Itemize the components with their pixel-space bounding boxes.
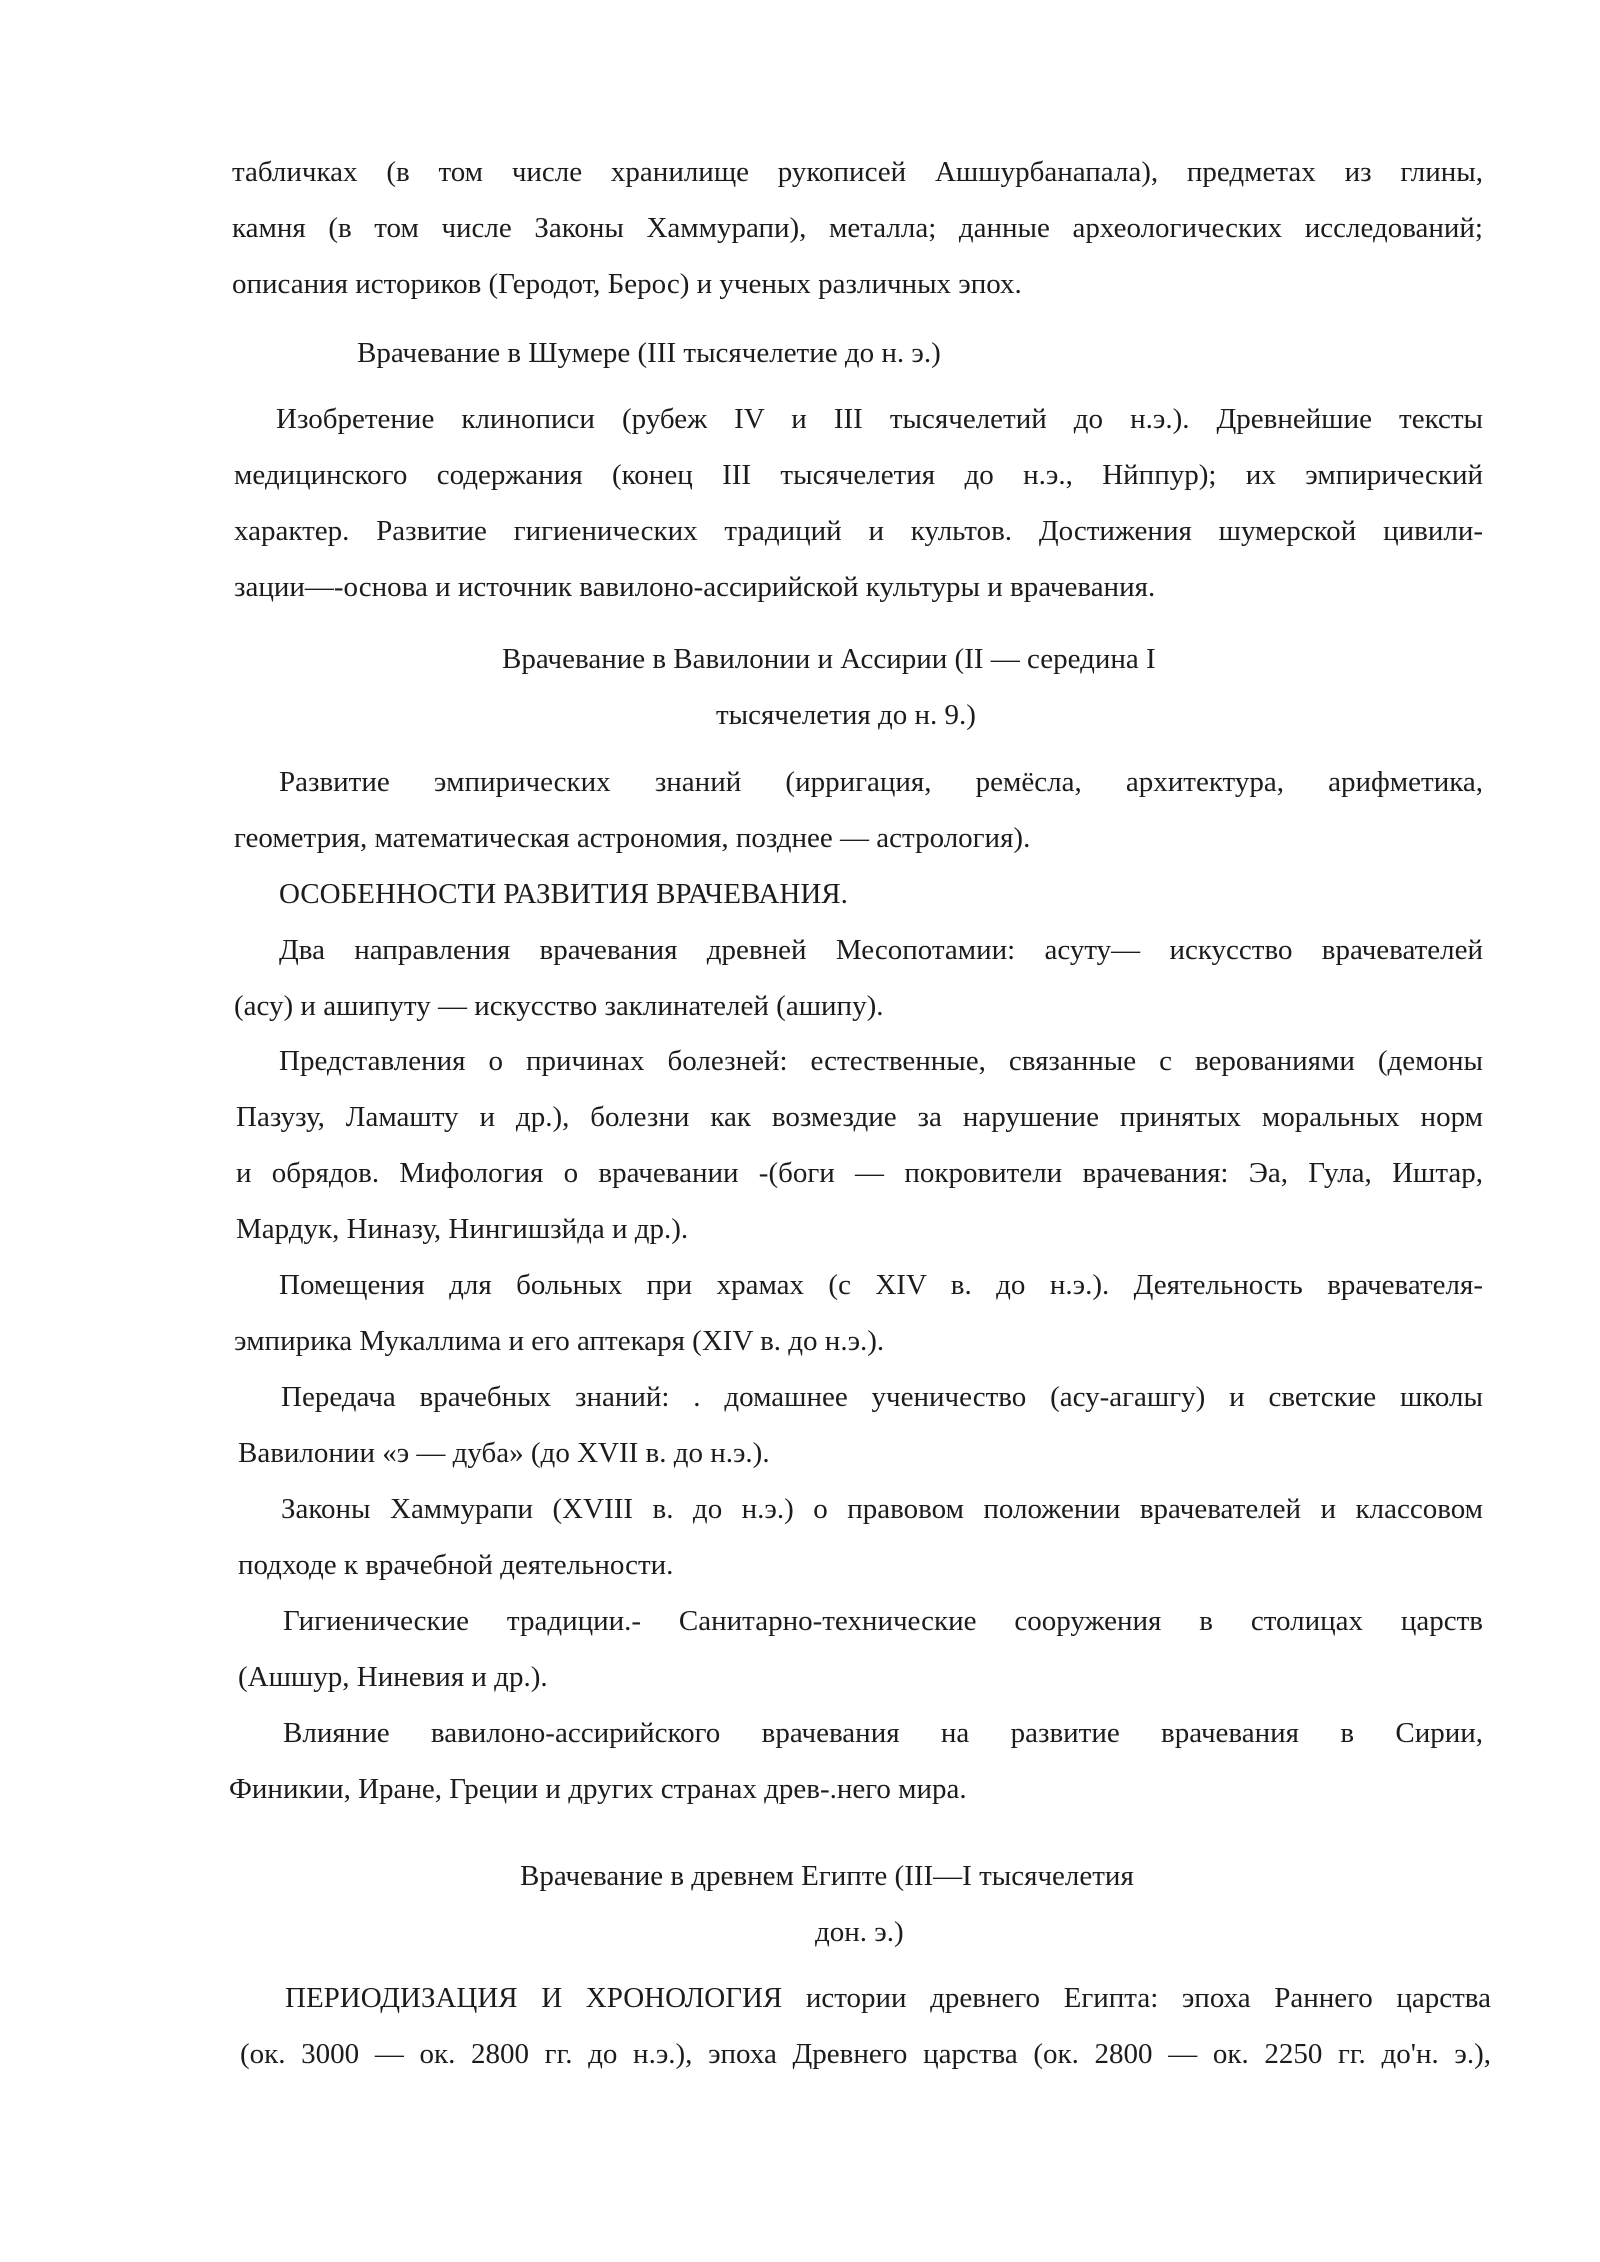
babylon-p3-line-3: и обрядов. Мифология о врачевании -(боги — покровители врачевания: Эа, Гула, Иштар, bbox=[236, 1157, 1483, 1189]
babylon-p6-line-1: Законы Хаммурапи (XVIII в. до н.э.) о правовом положении врачевателей и классовом bbox=[281, 1493, 1483, 1525]
babylon-p1-line-1: Развитие эмпирических знаний (ирригация, ремёсла, архитектура, арифметика, bbox=[279, 766, 1483, 798]
babylon-p2-line-2: (асу) и ашипуту — искусство заклинателей (ашипу). bbox=[234, 990, 884, 1022]
sumer-p1-line-4: зации—-основа и источник вавилоно-ассирийской культуры и врачевания. bbox=[234, 571, 1156, 603]
babylon-p6-line-2: подходе к врачебной деятельности. bbox=[238, 1549, 674, 1581]
sumer-p1-line-2: медицинского содержания (конец III тысячелетия до н.э., Нйппур); их эмпирический bbox=[234, 459, 1483, 491]
babylon-p1-line-2: геометрия, математическая астрономия, позднее — астрология). bbox=[234, 822, 1031, 854]
egypt-p1-line-2: (ок. 3000 — ок. 2800 гг. до н.э.), эпоха Древнего царства (ок. 2800 — ок. 2250 гг. до'н. э.), bbox=[240, 2038, 1491, 2070]
heading-babylon-line-1: Врачевание в Вавилонии и Ассирии (II — середина I bbox=[502, 643, 1156, 675]
babylon-p8-line-2: Финикии, Иране, Греции и других странах древ-.него мира. bbox=[229, 1773, 967, 1805]
babylon-p5-line-1: Передача врачебных знаний: . домашнее ученичество (асу-агашгу) и светские школы bbox=[281, 1381, 1483, 1413]
babylon-p7-line-1: Гигиенические традиции.- Санитарно-технические сооружения в столицах царств bbox=[283, 1605, 1483, 1637]
intro-line-1: табличках (в том числе хранилище рукописей Ашшурбанапала), предметах из глины, bbox=[232, 156, 1483, 188]
babylon-p3-line-4: Мардук, Ниназу, Нингишзйда и др.). bbox=[236, 1213, 689, 1245]
heading-egypt-line-2: дон. э.) bbox=[815, 1916, 904, 1948]
babylon-p5-line-2: Вавилонии «э — дуба» (до XVII в. до н.э.). bbox=[238, 1437, 770, 1469]
sumer-p1-line-3: характер. Развитие гигиенических традиций и культов. Достижения шумерской цивили- bbox=[234, 515, 1483, 547]
egypt-p1-line-1: ПЕРИОДИЗАЦИЯ И ХРОНОЛОГИЯ истории древнего Египта: эпоха Раннего царства bbox=[285, 1982, 1491, 2014]
heading-egypt-line-1: Врачевание в древнем Египте (III—I тысячелетия bbox=[520, 1860, 1134, 1892]
babylon-p8-line-1: Влияние вавилоно-ассирийского врачевания на развитие врачевания в Сирии, bbox=[283, 1717, 1483, 1749]
features-heading: ОСОБЕННОСТИ РАЗВИТИЯ ВРАЧЕВАНИЯ. bbox=[279, 878, 848, 910]
babylon-p4-line-2: эмпирика Мукаллима и его аптекаря (XIV в. до н.э.). bbox=[234, 1325, 885, 1357]
babylon-p3-line-1: Представления о причинах болезней: естественные, связанные с верованиями (демоны bbox=[279, 1045, 1483, 1077]
heading-babylon-line-2: тысячелетия до н. 9.) bbox=[716, 699, 976, 731]
babylon-p4-line-1: Помещения для больных при храмах (с XIV в. до н.э.). Деятельность врачевателя- bbox=[279, 1269, 1483, 1301]
intro-line-3: описания историков (Геродот, Берос) и ученых различных эпох. bbox=[232, 268, 1022, 300]
heading-sumer: Врачевание в Шумере (III тысячелетие до н. э.) bbox=[357, 337, 941, 369]
intro-line-2: камня (в том числе Законы Хаммурапи), металла; данные археологических исследований; bbox=[232, 212, 1483, 244]
babylon-p3-line-2: Пазузу, Ламашту и др.), болезни как возмездие за нарушение принятых моральных норм bbox=[236, 1101, 1483, 1133]
sumer-p1-line-1: Изобретение клинописи (рубеж IV и III тысячелетий до н.э.). Древнейшие тексты bbox=[276, 403, 1483, 435]
babylon-p2-line-1: Два направления врачевания древней Месопотамии: асуту— искусство врачевателей bbox=[279, 934, 1483, 966]
babylon-p7-line-2: (Ашшур, Ниневия и др.). bbox=[238, 1661, 548, 1693]
